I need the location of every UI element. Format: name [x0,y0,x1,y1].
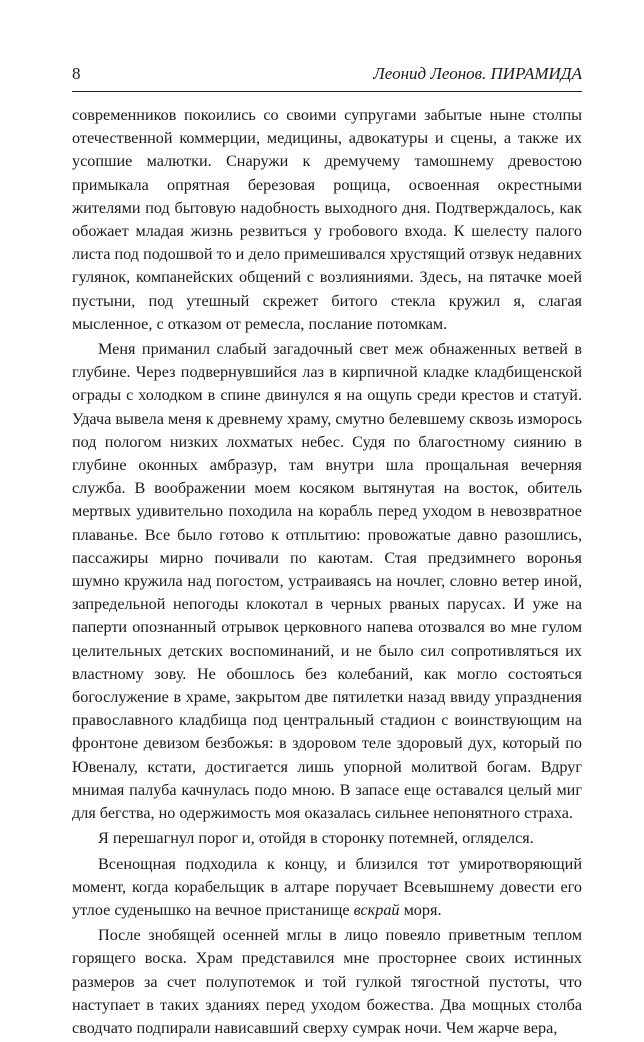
header-rule [72,91,582,92]
paragraph-text: Всенощная подходила к концу, и близился тот умиротворяющий момент, когда корабельщик в алтаре поручает Всевышнему довести его утлое суденышко на вечное пристанище [72,854,582,919]
emphasis-word: вскрай [353,900,400,919]
running-head [72,62,582,86]
page-number: 8 [72,64,81,83]
paragraph: Меня приманил слабый загадочный свет меж обнаженных ветвей в глубине. Через подвернувшийся лаз в кирпичной кладке кладбищенской ограды с холодком в спине двинулся я на ощупь среди крестов и статуй. Удача вывела меня к древнему храму, смутно белевшему сквозь изморось под пологом низких лохматых небес. Судя по благостному сиянию в глубине оконных амбразур, там внутри шла прощальная вечерняя служба. В воображении моем косяком вытянутая на восток, обитель мертвых удивительно походила на корабль перед уходом в невозвратное плаванье. Все было готово к отплытию: провожатые давно разошлись, пассажиры мирно почивали по каютам. Стая предзимнего воронья шумно кружила над погостом, устраиваясь на ночлег, словно ветер иной, запредельной непогоды клокотал в черных рваных парусах. И уже на паперти опознанный отрывок церковного напева отозвался во мне гулом целительных детских воспоминаний, и не было сил сопротивляться их властному зову. Не обошлось без колебаний, как могло состояться богослужение в храме, закрытом две пятилетки назад ввиду упразднения православного кладбища под центральный стадион с воинствующим на фронтоне девизом безбожья: в здоровом теле здоровый дух, который по Ювеналу, кстати, достигается лишь упорной молитвой богам. Вдруг мнимая палуба качнулась подо мною. В запасе еще оставался целый миг для бегства, но одержимость моя оказалась сильнее непонятного страха. [72,340,582,823]
paragraph-tail: моря. [399,900,442,919]
paragraph: современников покоились со своими супругами забытые ныне столпы отечественной коммерции, медицины, адвокатуры и сцены, а также их усопшие малютки. Снаружи к дремучему тамошнему древостою примыкала опрятная березовая рощица, освоенная окрестными жителями под бытовую надобность выходного дня. Подтверждалось, как обожает младая жизнь резвиться у гробового входа. К шелесту палого листа под подошвой то и дело примешивался хрустящий отзвук недавних гулянок, компанейских общений с возлияниями. Здесь, на пятачке моей пустыни, под утешный скрежет битого стекла кружил я, слагая мысленное, с отказом от ремесла, послание потомкам. [72,106,582,333]
paragraph [72,853,582,923]
paragraph: После знобящей осенней мглы в лицо повеяло приветным теплом горящего воска. Храм представился мне просторнее своих истинных размеров за счет полупотемок и той гулкой тягостной пустоты, что наступает в таких зданиях перед уходом божества. Два мощных столба сводчато подпирали нависавший сверху сумрак ночи. Чем жарче вера, [72,926,582,1037]
body-text [72,104,582,1042]
page-header [72,62,582,86]
running-head-title: Леонид Леонов. ПИРАМИДА [373,64,582,83]
paragraph: Я перешагнул порог и, отойдя в сторонку потемней, огляделся. [98,829,534,848]
